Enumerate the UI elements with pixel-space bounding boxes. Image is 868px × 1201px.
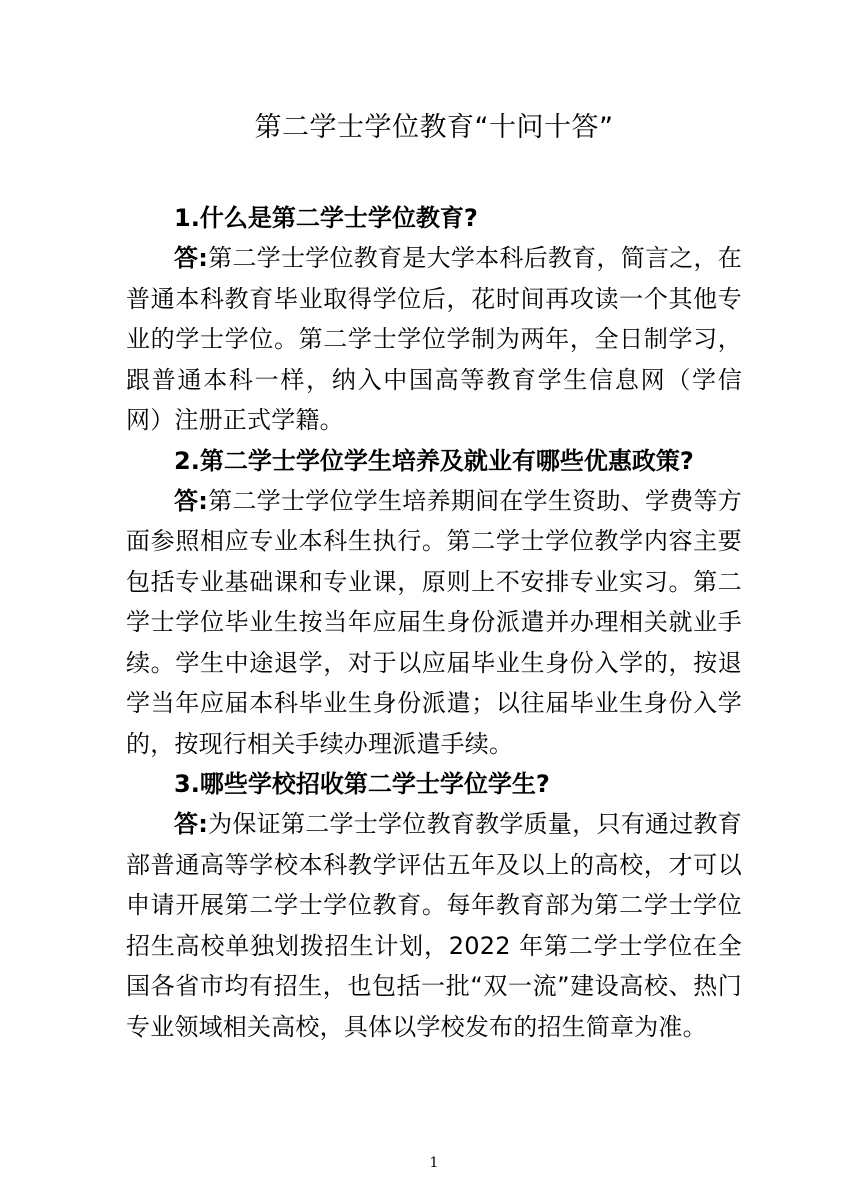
question-1: 1.什么是第二学士学位教育? bbox=[174, 204, 478, 232]
page-number: 1 bbox=[429, 1155, 439, 1171]
answer-label: 答: bbox=[174, 810, 209, 838]
answer-1 bbox=[126, 238, 742, 441]
answer-3 bbox=[126, 804, 742, 1047]
answer-text: 第二学士学位学生培养期间在学生资助、学费等方面参照相应专业本科生执行。第二学士学位教学内容主要包括专业基础课和专业课，原则上不安排专业实习。第二学士学位毕业生按当年应届生身份派遣并办理相关就业手续。学生中途退学，对于以应届毕业生身份入学的，按退学当年应届本科毕业生身份派遣；以往届毕业生身份入学的，按现行相关手续办理派遣手续。 bbox=[126, 486, 743, 758]
answer-label: 答: bbox=[174, 244, 209, 272]
question-3: 3.哪些学校招收第二学士学位学生? bbox=[174, 770, 550, 798]
answer-2 bbox=[126, 481, 742, 765]
question-2: 2.第二学士学位学生培养及就业有哪些优惠政策? bbox=[174, 446, 694, 475]
answer-text: 第二学士学位教育是大学本科后教育，简言之，在普通本科教育毕业取得学位后，花时间再攻读一个其他专业的学士学位。第二学士学位学制为两年，全日制学习，跟普通本科一样，纳入中国高等教育学生信息网（学信网）注册正式学籍。 bbox=[126, 244, 743, 434]
qa-section-1 bbox=[126, 198, 742, 441]
document-body bbox=[126, 198, 742, 1047]
answer-label: 答: bbox=[174, 486, 209, 515]
answer-text: 为保证第二学士学位教育教学质量，只有通过教育部普通高等学校本科教学评估五年及以上的高校，才可以申请开展第二学士学位教育。每年教育部为第二学士学位招生高校单独划拨招生计划，2022 年第二学士学位在全国各省市均有招生，也包括一批“双一流”建设高校、热门专业领域相关高校，具体以学校发布的招生简章为准。 bbox=[126, 810, 743, 1041]
document-title: 第二学士学位教育“十问十答” bbox=[254, 112, 614, 143]
qa-section-2 bbox=[126, 441, 742, 765]
qa-section-3 bbox=[126, 764, 742, 1047]
